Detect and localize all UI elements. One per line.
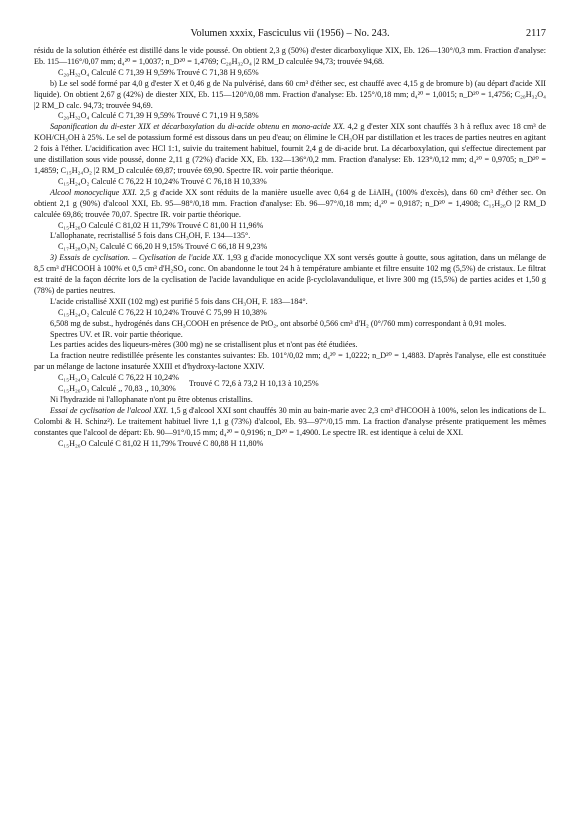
article-body — [34, 46, 546, 450]
paragraph — [34, 297, 546, 308]
paragraph — [34, 231, 546, 242]
paragraph — [34, 319, 546, 330]
elemental-analysis: C₁₅H₂₆O Calculé C 81,02 H 11,79% Trouvé C 81,00 H 11,96% — [58, 220, 264, 230]
page-number: 2117 — [526, 28, 546, 39]
elemental-analysis: C₁₅H₂₆O Calculé C 81,02 H 11,79% Trouvé C 80,88 H 11,80% — [58, 438, 264, 448]
paragraph-text: 1,5 g d'alcool XXI sont chauffés 30 min au bain-marie avec 2,3 cm³ d'HCOOH à 100%, selon les indications de L. Colombi & H. Schinz²). Le traitement habituel livre 1,1 g (73%) d'alcool, Eb. 93—97°/0,15 mm. La fraction d'analyse présente pratiquement les mêmes constantes que l'alcool de départ: Eb. 90—91°/0,15 mm; d₄²⁰ = 0,9196; n_D²⁰ = 1,4900. Le spectre IR. est identique à celui de XXI. — [34, 405, 547, 437]
paragraph — [34, 351, 546, 373]
paragraph — [34, 46, 546, 68]
paragraph-text: résidu de la solution éthérée est distillé dans le vide poussé. On obtient 2,3 g (50%) d'ester dicarboxylique XIX, Eb. 126—130°/0,3 mm. Fraction d'analyse: Eb. 115—116°/0,07 mm; d₄²⁰ = 1,0037; n_D²⁰ = 1,4769; C₂₀H₃₂O₄ |2 RM_D calculée 94,73; trouvée 94,68. — [34, 46, 546, 66]
section-heading: 3) Essais de cyclisation. – Cyclisation de l'acide XX. — [50, 253, 225, 263]
elemental-analysis-pair — [34, 373, 546, 395]
paragraph-text: b) Le sel sodé formé par 4,0 g d'ester X et 0,46 g de Na pulvérisé, dans 60 cm³ d'éther sec, est chauffé avec 4,15 g de bromure b) (au départ d'acide XII liquide). On obtient 2,67 g (42%) de diester XIX, Eb. 115—120°/0,08 mm. Fraction d'analyse: Eb. 125°/0,18 mm; d₄²⁰ = 1,0015; n_D²⁰ = 1,4756; C₂₀H₃₂O₄ |2 RM_D calc. 94,73; trouvée 94,69. — [34, 78, 546, 110]
paragraph-text: 6,508 mg de subst., hydrogénés dans CH₃COOH en présence de PtO₂, ont absorbé 0,566 cm³ d'H₂ (0°/760 mm) correspondant à 0,91 moles. — [50, 318, 507, 328]
section-heading: Essai de cyclisation de l'alcool XXI. — [50, 405, 169, 415]
paragraph — [34, 395, 546, 406]
found-values: Trouvé C 72,6 à 73,2 H 10,13 à 10,25% — [188, 378, 319, 388]
paragraph — [34, 253, 546, 297]
elemental-analysis: C₁₅H₂₄O₂ Calculé C 76,22 H 10,24% Trouvé C 75,99 H 10,38% — [58, 307, 267, 317]
section-heading: Alcool monocyclique XXI. — [50, 187, 137, 197]
paragraph-text: 4,2 g d'ester XIX sont chauffés 3 h à reflux avec 18 cm³ de KOH/CH₃OH à 25%. Le sel de potassium formé est dissous dans un peu d'eau; on élimine le CH₃OH par distillation et les traces de parties neutres en agitant 2 fois à l'éther. L'acidification avec HCl 1:1, suivie du traitement habituel, fournit 2,4 g de di-acide brut. La décarboxylation, qui s'effectue directement par une distillation sous vide poussé, donne 2,11 g (72%) d'acide XX, Eb. 132—136°/0,2 mm. Fraction d'analyse: Eb. 123°/0,12 mm; d₄²⁰ = 0,9705; n_D²⁰ = 1,4859; C₁₅H₂₄O₂ |2 RM_D calculée 69,87; trouvée 69,90. Spectre IR. voir partie théorique. — [34, 122, 546, 175]
journal-reference: Volumen xxxix, Fasciculus vii (1956) – No. 243. — [190, 28, 390, 39]
paragraph-text: La fraction neutre redistillée présente les constantes suivantes: Eb. 101°/0,02 mm; d₄²⁰ = 1,0222; n_D²⁰ = 1,4883. D'après l'analyse, elle est constituée par un mélange de lactone insaturée XXIII et d'hydroxy-lactone XXIV. — [34, 351, 546, 372]
paragraph-text: 2,5 g d'acide XX sont réduits de la manière usuelle avec 0,64 g de LiAlH₄ (100% d'excès), dans 60 cm³ d'éther sec. On obtient 2,1 g (90%) d'alcool XXI, Eb. 95—98°/0,18 mm. Fraction d'analyse: Eb. 96—97°/0,18 mm; d₄²⁰ = 0,9187; n_D²⁰ = 1,4908; C₁₅H₂₆O |2 RM_D calculée 69,86; trouvée 70,07. Spectre IR. voir partie théorique. — [34, 187, 546, 219]
paragraph-text: Spectres UV. et IR. voir partie théorique. — [50, 329, 183, 339]
page — [34, 28, 546, 450]
elemental-analysis: C₂₀H₃₂O₄ Calculé C 71,39 H 9,59% Trouvé C 71,38 H 9,65% — [58, 67, 259, 77]
formula-line: C₁₅H₂₆O₃ Calculé ,, 70,83 ,, 10,30% — [58, 384, 176, 394]
paragraph — [34, 330, 546, 341]
elemental-analysis: C₂₀H₃₂O₄ Calculé C 71,39 H 9,59% Trouvé C 71,19 H 9,58% — [58, 111, 259, 121]
elemental-analysis: C₁₅H₂₄O₂ Calculé C 76,22 H 10,24% Trouvé C 76,18 H 10,33% — [58, 176, 267, 186]
section-heading: Saponification du di-ester XIX et décarboxylation du di-acide obtenu en mono-acide XX. — [50, 122, 346, 132]
elemental-analysis: C₁₇H₂₈O₃N₂ Calculé C 66,20 H 9,15% Trouvé C 66,18 H 9,23% — [58, 242, 268, 252]
paragraph-text: 1,93 g d'acide monocyclique XX sont versés goutte à goutte, sous agitation, dans un mélange de 8,5 cm³ d'HCOOH à 100% et 0,5 cm³ d'H₂SO₄ conc. On abandonne le tout 24 h à température ambiante et filtre ensuite 102 mg (5,5%) de cristaux. Le filtrat est traité de la façon décrite lors de la cyclisation de l'acide lavandulique en acide β-cyclolavandulique, et livre 300 mg (15,5%) de parties acides et 1,50 g (78%) de parties neutres. — [34, 253, 546, 295]
paragraph — [34, 406, 546, 439]
paragraph — [34, 122, 546, 177]
paragraph-text: Les parties acides des liqueurs-mères (300 mg) ne se cristallisent plus et n'ont pas été étudiées. — [50, 340, 358, 350]
paragraph-text: Ni l'hydrazide ni l'allophanate n'ont pu être obtenus cristallins. — [50, 395, 253, 404]
paragraph — [34, 340, 546, 351]
paragraph-text: L'allophanate, recristallisé 5 fois dans CH₃OH, F. 134—135°. — [50, 231, 251, 241]
paragraph-text: L'acide cristallisé XXII (102 mg) est purifié 5 fois dans CH₃OH, F. 183—184°. — [50, 296, 308, 306]
running-header — [34, 28, 546, 46]
paragraph — [34, 188, 546, 221]
paragraph — [34, 79, 546, 112]
formula-line: C₁₅H₂₄O₂ Calculé C 76,22 H 10,24% — [58, 373, 179, 383]
